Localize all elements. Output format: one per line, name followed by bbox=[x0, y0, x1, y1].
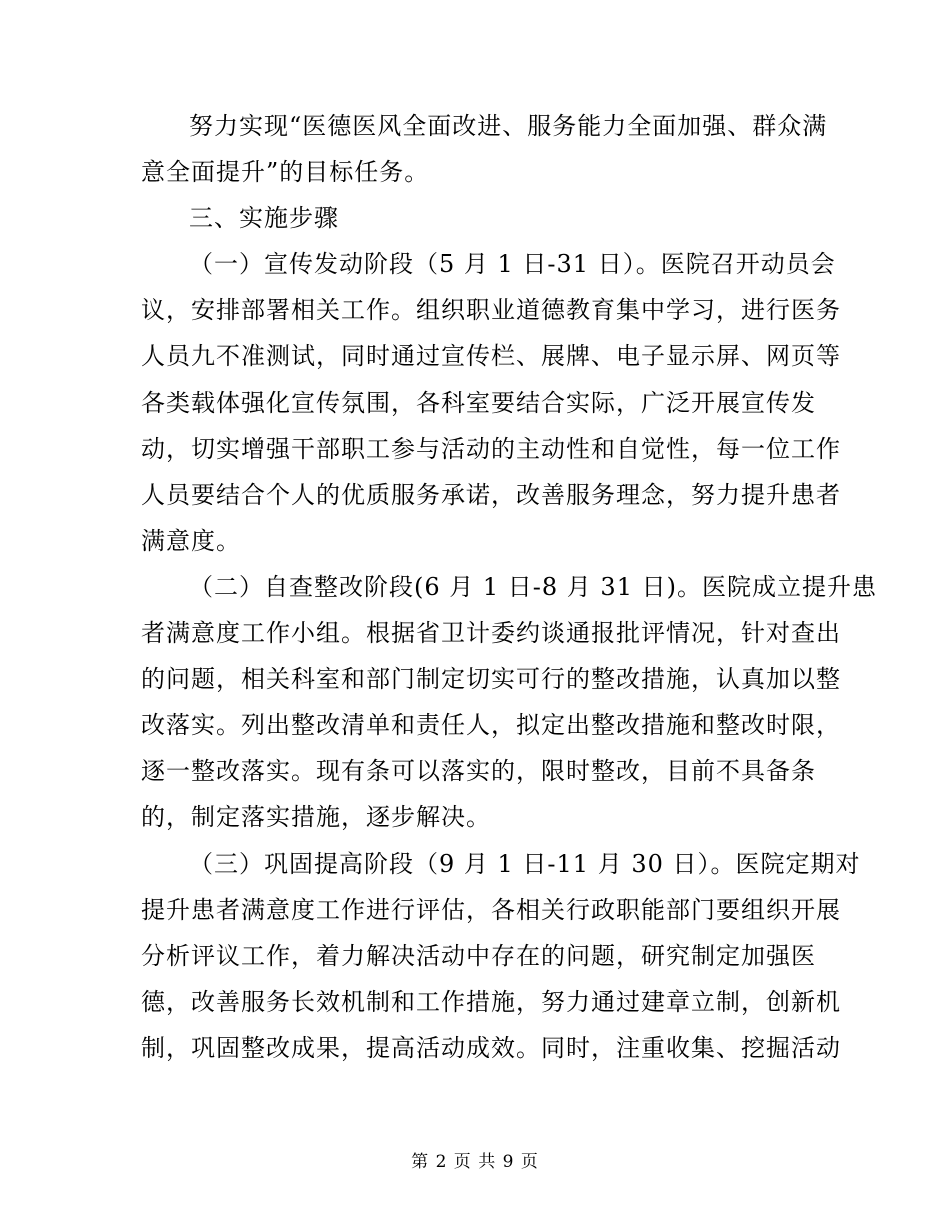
paragraph-line: 者满意度工作小组。根据省卫计委约谈通报批评情况，针对查出 bbox=[141, 619, 841, 648]
paragraph-line: 满意度。 bbox=[141, 526, 241, 555]
page-number-footer: 第 2 页 共 9 页 bbox=[411, 1152, 539, 1172]
paragraph-line: 改落实。列出整改清单和责任人，拟定出整改措施和整改时限， bbox=[141, 711, 841, 740]
paragraph-line: 提升患者满意度工作进行评估，各相关行政职能部门要组织开展 bbox=[141, 895, 841, 924]
paragraph-line: 各类载体强化宣传氛围，各科室要结合实际，广泛开展宣传发 bbox=[141, 388, 816, 417]
paragraph-line: 逐一整改落实。现有条可以落实的，限时整改，目前不具备条 bbox=[141, 757, 816, 786]
paragraph-line: 议，安排部署相关工作。组织职业道德教育集中学习，进行医务 bbox=[141, 296, 841, 325]
paragraph-line: 的问题，相关科室和部门制定切实可行的整改措施，认真加以整 bbox=[141, 665, 841, 694]
section-heading: 三、实施步骤 bbox=[189, 204, 339, 233]
document-body bbox=[141, 103, 877, 1071]
paragraph-line: 分析评议工作，着力解决活动中存在的问题，研究制定加强医 bbox=[141, 941, 816, 970]
paragraph-line: （三）巩固提高阶段（9 月 1 日-11 月 30 日）。医院定期对 bbox=[189, 849, 861, 878]
paragraph-line: 的，制定落实措施，逐步解决。 bbox=[141, 803, 491, 832]
paragraph-line: 意全面提升”的目标任务。 bbox=[141, 158, 430, 187]
paragraph-line: 制，巩固整改成果，提高活动成效。同时，注重收集、挖掘活动 bbox=[141, 1033, 841, 1062]
paragraph-line: （二）自查整改阶段(6 月 1 日-8 月 31 日)。医院成立提升患 bbox=[189, 572, 877, 601]
paragraph-line: （一）宣传发动阶段（5 月 1 日-31 日）。医院召开动员会 bbox=[189, 250, 836, 279]
paragraph-line: 努力实现“医德医风全面改进、服务能力全面加强、群众满 bbox=[189, 112, 828, 140]
paragraph-line: 人员九不准测试，同时通过宣传栏、展牌、电子显示屏、网页等 bbox=[141, 342, 841, 371]
paragraph-line: 动，切实增强干部职工参与活动的主动性和自觉性，每一位工作 bbox=[141, 434, 841, 463]
paragraph-line: 人员要结合个人的优质服务承诺，改善服务理念，努力提升患者 bbox=[141, 480, 841, 509]
paragraph-line: 德，改善服务长效机制和工作措施，努力通过建章立制，创新机 bbox=[141, 987, 841, 1016]
